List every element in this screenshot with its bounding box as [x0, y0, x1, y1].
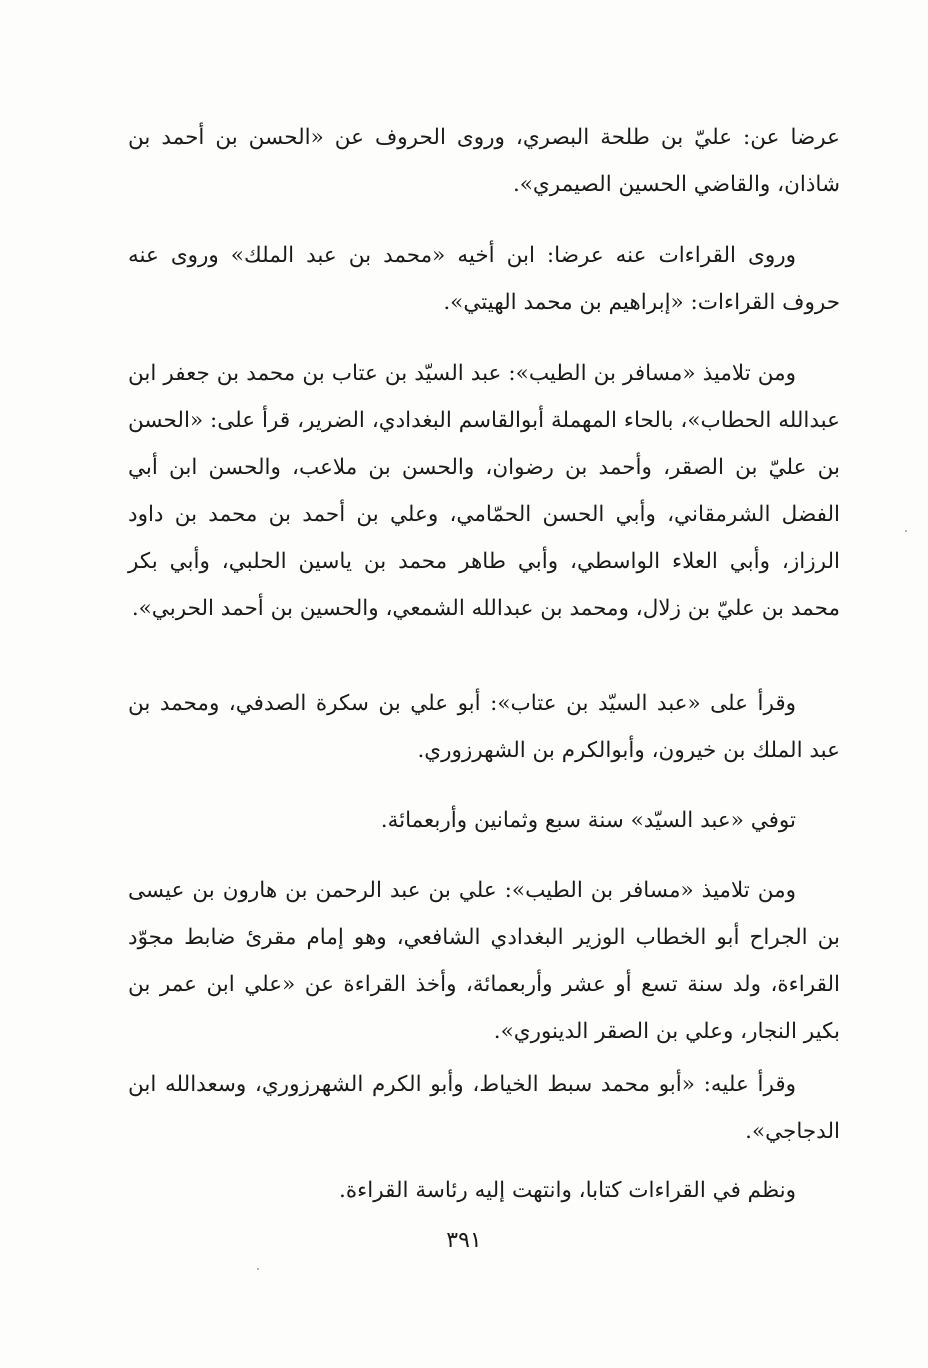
text-paragraph-1 [128, 114, 840, 208]
page-number: ٣٩١ [446, 1228, 482, 1253]
paragraph-text: توفي «عبد السيّد» سنة سبع وثمانين وأربعمائة. [380, 808, 796, 833]
text-paragraph-2 [128, 232, 840, 326]
paragraph-text: ومن تلاميذ «مسافر بن الطيب»: علي بن عبد الرحمن بن هارون بن عيسى بن الجراح أبو الخطاب الوزير البغدادي الشافعي، وهو إمام مقرئ ضابط مجوّد القراءة، ولد سنة تسع أو عشر وأربعمائة، وأخذ القراءة عن «علي ابن عمر بن بكير النجار، وعلي بن الصقر الدينوري». [128, 878, 840, 1044]
paragraph-text: ونظم في القراءات كتابا، وانتهت إليه رئاسة القراءة. [339, 1178, 796, 1203]
scan-speck [257, 1268, 259, 1270]
scan-speck [905, 530, 907, 532]
paragraph-text: وقرأ على «عبد السيّد بن عتاب»: أبو علي بن سكرة الصدفي، ومحمد بن عبد الملك بن خيرون، وأبوالكرم بن الشهرزوري. [128, 691, 840, 763]
paragraph-text: عرضا عن: عليّ بن طلحة البصري، وروى الحروف عن «الحسن بن أحمد بن شاذان، والقاضي الحسين الصيمري». [128, 125, 840, 197]
text-paragraph-6 [128, 867, 840, 1055]
text-paragraph-7 [128, 1061, 840, 1155]
text-paragraph-8 [128, 1167, 840, 1214]
text-paragraph-5 [128, 797, 840, 844]
paragraph-text: وروى القراءات عنه عرضا: ابن أخيه «محمد بن عبد الملك» وروى عنه حروف القراءات: «إبراهيم بن محمد الهيتي». [128, 243, 840, 315]
paragraph-text: وقرأ عليه: «أبو محمد سبط الخياط، وأبو الكرم الشهرزوري، وسعدالله ابن الدجاجي». [128, 1072, 840, 1144]
text-paragraph-4 [128, 680, 840, 774]
paragraph-text: ومن تلاميذ «مسافر بن الطيب»: عبد السيّد بن عتاب بن محمد بن جعفر ابن عبدالله الحطاب»، بالحاء المهملة أبوالقاسم البغدادي، الضرير، قرأ على: «الحسن بن عليّ بن الصقر، وأحمد بن رضوان، والحسن بن ملاعب، والحسن ابن أبي الفضل الشرمقاني، وأبي الحسن الحمّامي، وعلي بن أحمد بن محمد بن داود الرزاز، وأبي العلاء الواسطي، وأبي طاهر محمد بن ياسين الحلبي، وأبي بكر محمد بن عليّ بن زلال، ومحمد بن عبدالله الشمعي، والحسين بن أحمد الحربي». [128, 361, 840, 621]
text-paragraph-3 [128, 350, 840, 632]
